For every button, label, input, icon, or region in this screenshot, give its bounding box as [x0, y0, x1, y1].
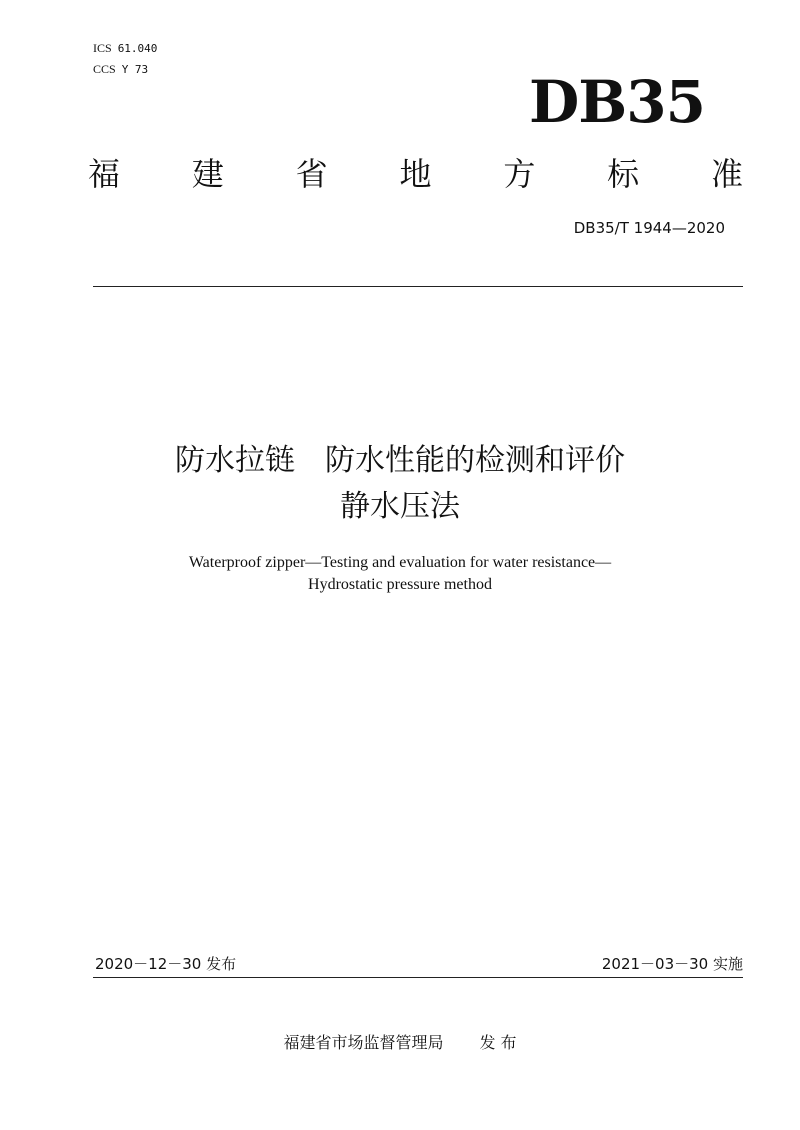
standard-type-char: 地: [399, 155, 432, 193]
standard-type-char: 建: [191, 155, 224, 193]
publisher-action: 发 布: [479, 1033, 517, 1052]
standard-type-char: 方: [503, 155, 536, 193]
ccs-code: Y 73: [121, 63, 149, 76]
publisher-line: [0, 1032, 800, 1054]
standard-type-char: 准: [710, 155, 743, 193]
standard-type-char: 省: [295, 155, 328, 193]
english-title-line-2: Hydrostatic pressure method: [308, 576, 492, 593]
issue-date: 2020－12－30 发布: [95, 955, 237, 973]
ics-code: 61.040: [117, 42, 158, 55]
english-title: [0, 552, 800, 596]
header-divider: [93, 286, 743, 287]
db35-logo: DB35: [528, 68, 705, 136]
standard-number: DB35/T 1944—2020: [573, 219, 725, 237]
standard-type-char: 福: [88, 155, 121, 193]
implementation-date: 2021－03－30 实施: [601, 955, 743, 973]
footer-divider: [93, 977, 743, 978]
publisher-name: 福建省市场监督管理局: [283, 1033, 444, 1052]
ccs-label: CCS: [93, 62, 116, 76]
chinese-title-line-1: 防水拉链 防水性能的检测和评价: [175, 443, 625, 478]
chinese-title: [0, 438, 800, 530]
classification-codes: [93, 38, 157, 80]
standard-type-char: 标: [607, 155, 640, 193]
chinese-title-line-2: 静水压法: [340, 489, 460, 524]
standard-type-heading: [88, 152, 743, 196]
english-title-line-1: Waterproof zipper—Testing and evaluation for water resistance—: [188, 554, 612, 571]
ics-line: [93, 38, 157, 59]
ccs-line: [93, 59, 157, 80]
ics-label: ICS: [93, 41, 112, 55]
